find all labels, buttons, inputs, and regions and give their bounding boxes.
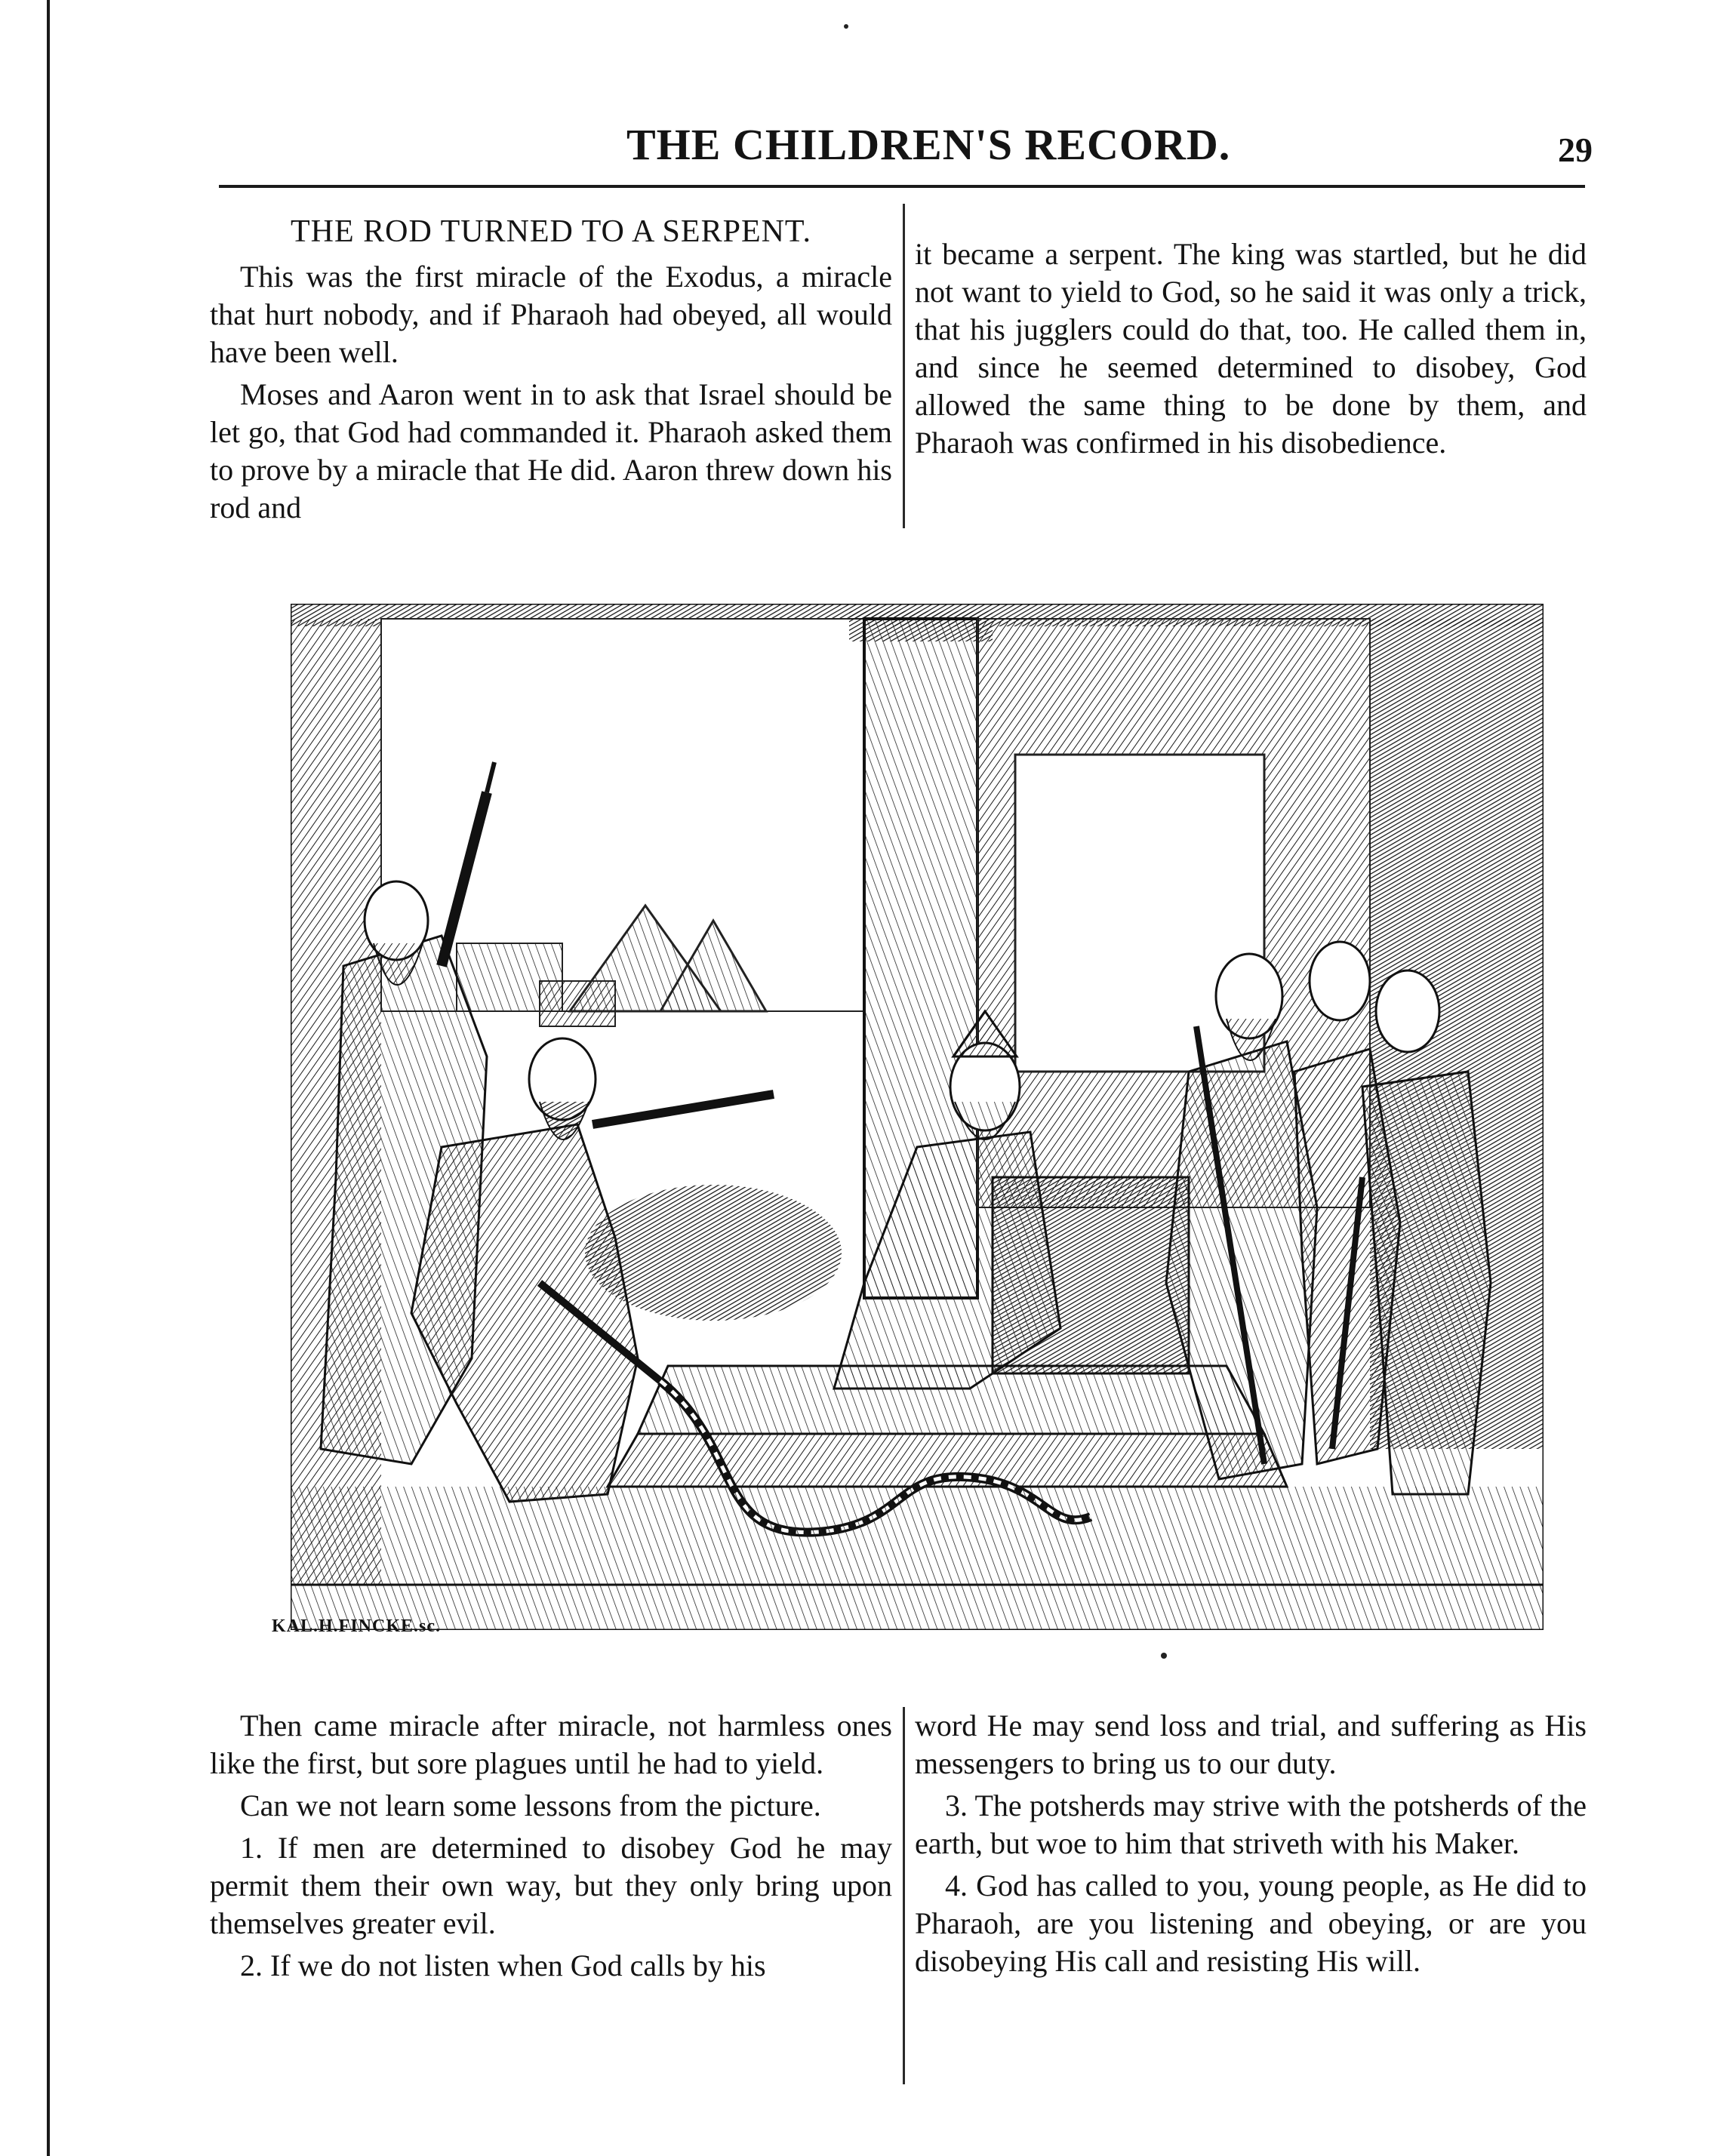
engraver-signature: KAL.H.FINCKE.sc. — [272, 1616, 442, 1636]
paragraph: it became a serpent. The king was startled, but he did not want to yield to God, so he said it was only a trick, that his jugglers could do that, too. He called them in, and since he seemed determined to disobey, God allowed the same thing to be done by them, and Pharaoh was confirmed in his disobedience. — [915, 237, 1587, 460]
top-right-column — [915, 235, 1587, 466]
paragraph: 1. If men are determined to disobey God he may permit them their own way, but they only bring upon themselves greater evil. — [210, 1831, 892, 1940]
ink-speck — [1161, 1653, 1167, 1659]
distant-building — [540, 981, 615, 1026]
page-header — [211, 113, 1593, 174]
paragraph: 2. If we do not listen when God calls by his — [240, 1948, 766, 1982]
engraving-illustration — [291, 604, 1544, 1630]
header-rule — [219, 185, 1585, 188]
running-title: THE CHILDREN'S RECORD. — [626, 120, 1231, 169]
paragraph: Then came miracle after miracle, not harmless ones like the first, but sore plagues until he had to yield. — [210, 1708, 892, 1780]
article-title: THE ROD TURNED TO A SERPENT. — [291, 214, 811, 249]
ink-speck — [844, 24, 848, 29]
column-divider — [903, 204, 905, 528]
paragraph: 3. The potsherds may strive with the potsherds of the earth, but woe to him that striveth with his Maker. — [915, 1788, 1587, 1860]
column-divider — [903, 1707, 905, 2084]
paragraph: 4. God has called to you, young people, as He did to Pharaoh, are you listening and obeying, or are you disobeying His call and resisting His will. — [915, 1868, 1587, 1978]
top-left-column — [210, 213, 892, 531]
paragraph: This was the first miracle of the Exodus, a miracle that hurt nobody, and if Pharaoh had obeyed, all would have been well. — [210, 260, 892, 369]
page-number: 29 — [1558, 131, 1593, 169]
page-margin-rule — [47, 0, 50, 2156]
column-capital — [849, 611, 993, 641]
bottom-left-column — [210, 1707, 892, 1989]
ground-shading — [291, 1487, 1544, 1630]
bottom-right-column — [915, 1707, 1587, 1985]
paragraph: word He may send loss and trial, and suffering as His messengers to bring us to our duty. — [915, 1708, 1587, 1780]
paragraph: Can we not learn some lessons from the picture. — [240, 1788, 821, 1822]
paragraph: Moses and Aaron went in to ask that Israel should be let go, that God had commanded it. Pharaoh asked them to prove by a miracle that He did. Aaron threw down his rod and — [210, 377, 892, 524]
